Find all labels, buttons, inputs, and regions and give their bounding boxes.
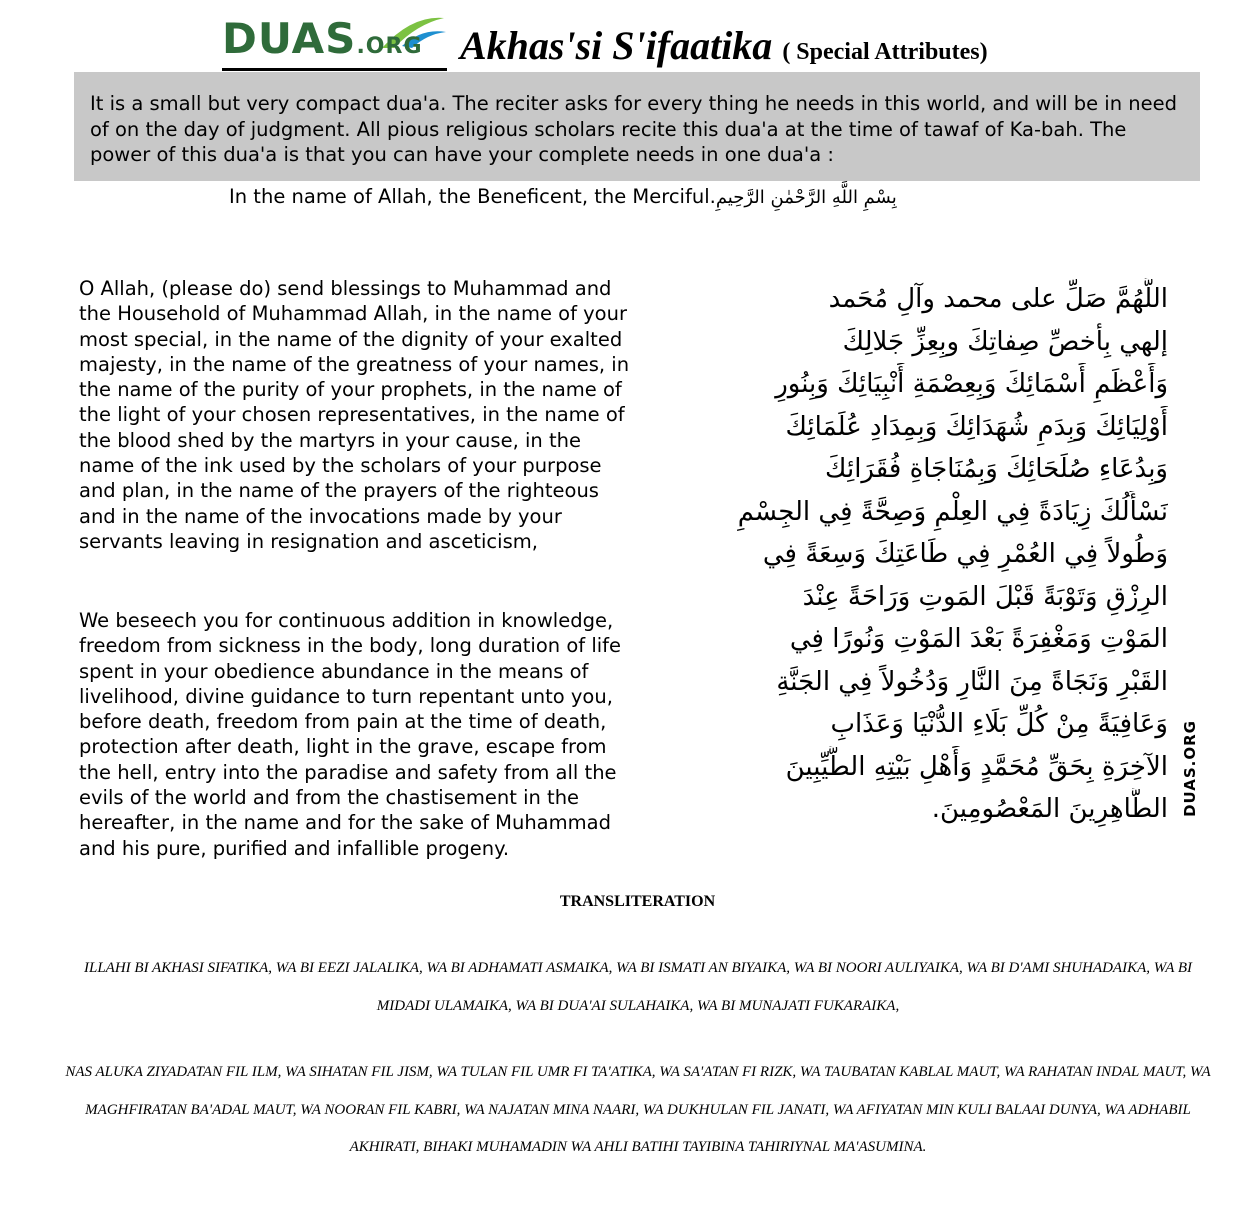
watermark-text: DUAS.ORG bbox=[1181, 720, 1199, 817]
arabic-line: الآخِرَةِ بِحَقِّ مُحَمَّدٍ وَأَهْلِ بَيْتِهِ الطَّيِّبِينَ bbox=[785, 751, 1168, 782]
arabic-line: الرِزْقِ وَتَوْبَةً قَبْلَ المَوتِ وَرَاحَةً عِنْدَ bbox=[802, 581, 1168, 612]
arabic-line: أَوْلِيَائِكَ وَبِدَمِ شُهَدَائِكَ وَبِمِدَادِ عُلَمَائِكَ bbox=[785, 411, 1168, 442]
arabic-line: وَطُولاً فِي العُمْرِ فِي طَاعَتِكَ وَسِعَةً فِي bbox=[762, 539, 1168, 569]
logo-wordmark bbox=[222, 14, 423, 63]
logo-text: DUAS bbox=[222, 14, 357, 63]
arabic-line: الطَّاهِرِينَ المَعْصُومِينَ. bbox=[931, 794, 1168, 824]
arabic-line: نَسْأَلُكَ زِيَادَةً فِي العِلْمِ وَصِحَّةً فِي الجِسْمِ bbox=[737, 496, 1168, 527]
arabic-line: وَبِدُعَاءِ صُلَحَائِكَ وَبِمُنَاجَاةِ فُقَرَائِكَ bbox=[825, 454, 1168, 484]
intro-box: It is a small but very compact dua'a. The reciter asks for every thing he needs in this world, and will be in need of on the day of judgment. All pious religious scholars recite this dua'a at the time of tawaf of Ka-bah. The power of this dua'a is that you can have your complete needs in one dua'a : bbox=[74, 72, 1200, 181]
arabic-line: وَعَافِيَةً مِنْ كُلِّ بَلَاءِ الدُّنْيَا وَعَذَابِ bbox=[830, 709, 1168, 739]
page-title bbox=[460, 23, 988, 68]
transliteration-block-2: NAS ALUKA ZIYADATAN FIL ILM, WA SIHATAN FIL JISM, WA TULAN FIL UMR FI TA'ATIKA, WA SA'ATAN FI RIZK, WA TAUBATAN KABLAL MAUT, WA RAHATAN INDAL MAUT, WA MAGHFIRATAN BA'ADAL MAUT, WA NOORAN FIL KABRI, WA NAJATAN MINA NAARI, WA DUKHULAN FIL JANATI, WA AFIYATAN MIN KULI BALAAI DUNYA, WA ADHABIL AKHIRATI, BIHAKI MUHAMADIN WA AHLI BATIHI TAYIBINA TAHIRIYNAL MA'ASUMINA. bbox=[65, 1064, 1211, 1155]
translation-paragraph-2: We beseech you for continuous addition in knowledge, freedom from sickness in the body, long duration of life spent in your obedience abundance in the means of livelihood, divine guidance to turn repentant unto you, before death, freedom from pain at the time of death, protection after death, light in the grave, escape from the hell, entry into the paradise and safety from all the evils of the world and from the chastisement in the hereafter, in the name and for the sake of Muhammad and his pure, purified and infallible progeny. bbox=[79, 609, 622, 860]
arabic-line: المَوْتِ وَمَغْفِرَةً بَعْدَ المَوْتِ وَنُورًا فِي bbox=[789, 624, 1168, 654]
arabic-line: اللَّهُمَّ صَلِّ على محمد وآلِ مُحَمد bbox=[828, 284, 1168, 314]
transliteration-heading: TRANSLITERATION bbox=[559, 893, 716, 910]
arabic-line: القَبْرِ وَنَجَاةً مِنَ النَّارِ وَدُخُولاً فِي الجَنَّةِ bbox=[776, 666, 1168, 697]
logo-org-text: .ORG bbox=[356, 34, 423, 59]
site-logo[interactable] bbox=[222, 10, 447, 71]
arabic-line: وَأَعْظَمِ أَسْمَائِكَ وَبِعِصْمَةِ أَنْبِيَائِكَ وَبِنُورِ bbox=[775, 369, 1168, 399]
arabic-dua-text bbox=[700, 278, 1168, 831]
basmala-line bbox=[229, 184, 897, 211]
title-text: Akhas'si S'ifaatika bbox=[460, 23, 773, 68]
arabic-line: إلهي بِأخصِّ صِفاتِكَ وبِعِزِّ جَلالِكَ bbox=[842, 326, 1168, 357]
translation-paragraph-1: O Allah, (please do) send blessings to Muhammad and the Household of Muhammad Allah, in the name of your most special, in the name of the dignity of your exalted majesty, in the name of the greatness of your names, in the name of the purity of your prophets, in the name of the light of your chosen representatives, in the name of the blood shed by the martyrs in your cause, in the name of the ink used by the scholars of your purpose and plan, in the name of the prayers of the righteous and in the name of the invocations made by your servants leaving in resignation and asceticism, bbox=[79, 277, 630, 553]
basmala-english: In the name of Allah, the Beneficent, the Merciful. bbox=[229, 185, 716, 208]
transliteration-block-1: ILLAHI BI AKHASI SIFATIKA, WA BI EEZI JALALIKA, WA BI ADHAMATI ASMAIKA, WA BI ISMATI AN BIYAIKA, WA BI NOORI AULIYAIKA, WA BI D'AMI SHUHADAIKA, WA BI MIDADI ULAMAIKA, WA BI DUA'AI SULAHAIKA, WA BI MUNAJATI FUKARAIKA, bbox=[83, 960, 1193, 1014]
basmala-arabic: بِسْمِ اللَّهِ الرَّحْمٰنِ الرَّحِيمِ bbox=[715, 187, 897, 208]
page-subtitle: ( Special Attributes) bbox=[782, 39, 988, 65]
